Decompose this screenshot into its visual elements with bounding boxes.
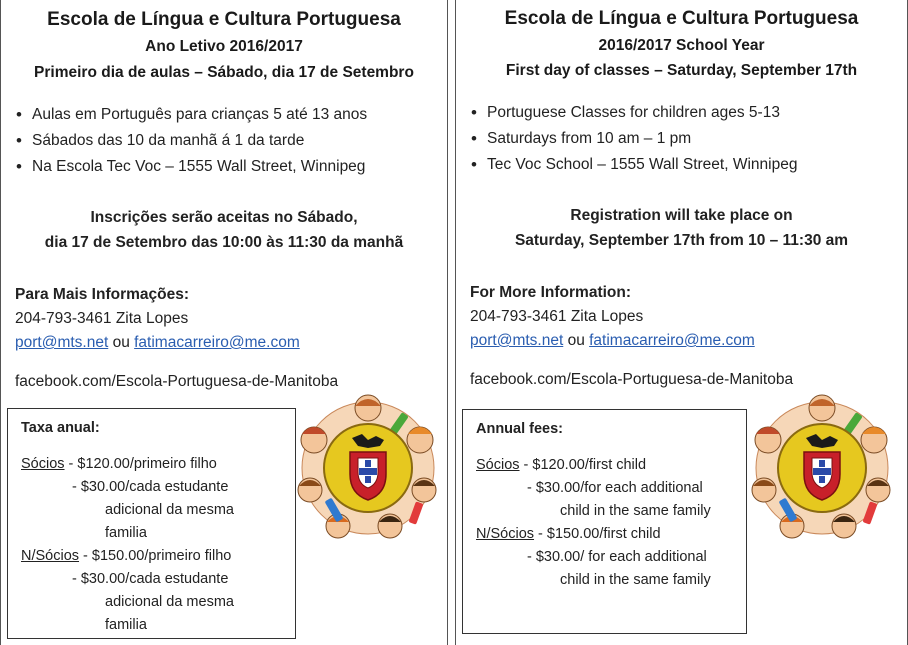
members-additional: child in the same family [560,503,711,519]
email-link-fatima[interactable]: fatimacarreiro@me.com [589,332,755,349]
list-item: • Saturdays from 10 am – 1 pm [471,126,797,152]
school-title: Escola de Língua e Cultura Portuguesa [504,8,859,29]
email-link-port[interactable]: port@mts.net [470,332,564,349]
registration-line-1: Inscrições serão aceitas no Sábado, [90,209,358,226]
nonmembers-label: N/Sócios [21,548,80,564]
fees-title: Annual fees: [476,421,564,437]
list-item: • Sábados das 10 da manhã á 1 da tarde [16,128,367,154]
children-circle-portuguese-shield-icon [294,394,442,542]
nonmembers-fee [476,523,746,546]
nonmembers-additional: adicional da mesma [105,594,234,610]
list-item: • Aulas em Português para crianças 5 até 13 anos [16,102,367,128]
members-fee [21,453,295,476]
members-first-child: - $120.00/primeiro filho [64,456,217,472]
first-day: Primeiro dia de aulas – Sábado, dia 17 de Setembro [34,64,414,81]
list-item: • Na Escola Tec Voc – 1555 Wall Street, Winnipeg [16,154,367,180]
email-link-fatima[interactable]: fatimacarreiro@me.com [134,334,300,351]
email-line [470,329,755,353]
annual-fees-box [462,409,747,634]
school-year: 2016/2017 School Year [598,37,765,54]
nonmembers-additional: - $30.00/cada estudante [72,571,229,587]
first-day: First day of classes – Saturday, September 17th [505,62,858,79]
info-heading: Para Mais Informações: [15,286,190,303]
registration-line-2: dia 17 de Setembro das 10:00 às 11:30 da manhã [44,234,404,251]
phone-contact: 204-793-3461 Zita Lopes [15,310,189,327]
school-title: Escola de Língua e Cultura Portuguesa [47,9,401,30]
portuguese-flyer [0,0,448,645]
info-heading: For More Information: [470,284,632,301]
school-year: Ano Letivo 2016/2017 [145,38,303,55]
email-line [15,331,300,355]
nonmembers-first-child: - $150.00/first child [534,526,661,542]
nonmembers-fee [21,545,295,568]
nonmembers-additional: - $30.00/ for each additional [527,549,707,565]
nonmembers-additional: child in the same family [560,572,711,588]
nonmembers-additional: familia [105,617,147,633]
members-additional: adicional da mesma [105,502,234,518]
email-link-port[interactable]: port@mts.net [15,334,109,351]
list-item: • Tec Voc School – 1555 Wall Street, Winnipeg [471,152,797,178]
facebook-link: facebook.com/Escola-Portuguesa-de-Manitoba [470,371,794,388]
fees-title: Taxa anual: [21,420,100,436]
info-bullets [471,100,797,178]
registration-line-2: Saturday, September 17th from 10 – 11:30 am [514,232,849,249]
members-fee [476,454,746,477]
email-separator: ou [108,334,135,351]
members-additional: - $30.00/cada estudante [72,479,229,495]
children-circle-portuguese-shield-icon [748,394,896,542]
nonmembers-first-child: - $150.00/primeiro filho [79,548,232,564]
email-separator: ou [563,332,590,349]
members-additional: - $30.00/for each additional [527,480,703,496]
nonmembers-label: N/Sócios [476,526,535,542]
phone-contact: 204-793-3461 Zita Lopes [470,308,644,325]
english-flyer [455,0,908,645]
registration-line-1: Registration will take place on [570,207,793,224]
list-item: • Portuguese Classes for children ages 5-13 [471,100,797,126]
members-first-child: - $120.00/first child [519,457,647,473]
members-label: Sócios [476,457,520,473]
annual-fees-box [7,408,296,639]
members-label: Sócios [21,456,65,472]
members-additional: familia [105,525,147,541]
info-bullets [16,102,367,180]
facebook-link: facebook.com/Escola-Portuguesa-de-Manitoba [15,373,339,390]
